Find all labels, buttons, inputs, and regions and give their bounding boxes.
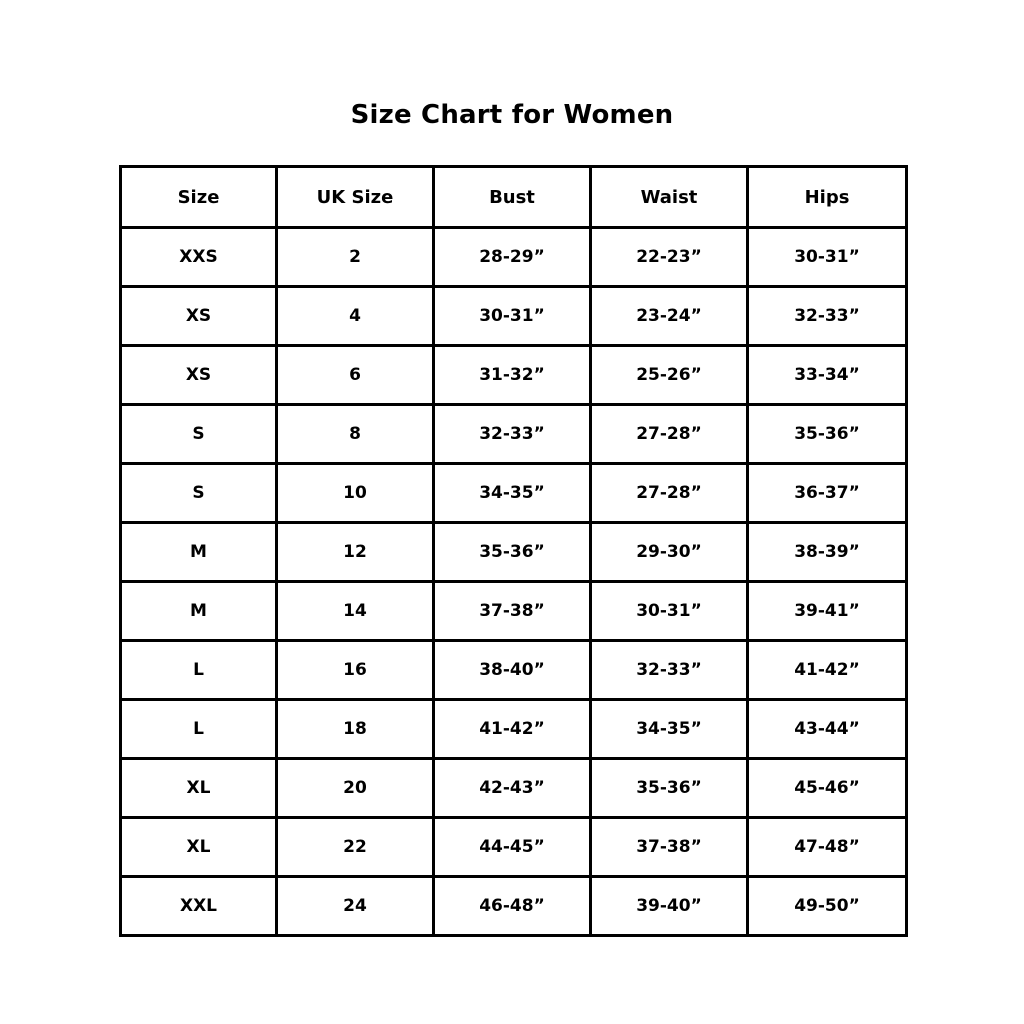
column-header-bust: Bust xyxy=(434,167,591,228)
cell-uk-size: 14 xyxy=(277,582,434,641)
cell-bust: 37-38” xyxy=(434,582,591,641)
cell-waist: 23-24” xyxy=(591,287,748,346)
cell-waist: 27-28” xyxy=(591,464,748,523)
cell-size: XL xyxy=(121,818,277,877)
cell-waist: 37-38” xyxy=(591,818,748,877)
table-row xyxy=(121,287,907,346)
table-row xyxy=(121,228,907,287)
table-row xyxy=(121,877,907,936)
cell-bust: 30-31” xyxy=(434,287,591,346)
cell-waist: 39-40” xyxy=(591,877,748,936)
cell-hips: 35-36” xyxy=(748,405,907,464)
table-row xyxy=(121,346,907,405)
cell-uk-size: 8 xyxy=(277,405,434,464)
cell-size: XS xyxy=(121,287,277,346)
cell-size: L xyxy=(121,700,277,759)
cell-waist: 25-26” xyxy=(591,346,748,405)
table-header-row xyxy=(121,167,907,228)
table-row xyxy=(121,582,907,641)
cell-hips: 39-41” xyxy=(748,582,907,641)
cell-uk-size: 10 xyxy=(277,464,434,523)
cell-uk-size: 24 xyxy=(277,877,434,936)
cell-hips: 41-42” xyxy=(748,641,907,700)
cell-bust: 44-45” xyxy=(434,818,591,877)
table-row xyxy=(121,523,907,582)
table-row xyxy=(121,759,907,818)
cell-hips: 38-39” xyxy=(748,523,907,582)
cell-waist: 35-36” xyxy=(591,759,748,818)
size-chart-table xyxy=(119,165,908,937)
cell-hips: 47-48” xyxy=(748,818,907,877)
cell-bust: 42-43” xyxy=(434,759,591,818)
table-row xyxy=(121,641,907,700)
cell-size: XS xyxy=(121,346,277,405)
cell-hips: 30-31” xyxy=(748,228,907,287)
table-row xyxy=(121,700,907,759)
cell-bust: 34-35” xyxy=(434,464,591,523)
cell-uk-size: 18 xyxy=(277,700,434,759)
cell-hips: 36-37” xyxy=(748,464,907,523)
cell-size: XXL xyxy=(121,877,277,936)
cell-waist: 30-31” xyxy=(591,582,748,641)
table-row xyxy=(121,405,907,464)
cell-uk-size: 22 xyxy=(277,818,434,877)
cell-bust: 46-48” xyxy=(434,877,591,936)
cell-bust: 31-32” xyxy=(434,346,591,405)
cell-size: M xyxy=(121,582,277,641)
cell-size: S xyxy=(121,464,277,523)
cell-hips: 45-46” xyxy=(748,759,907,818)
cell-size: M xyxy=(121,523,277,582)
table-row xyxy=(121,464,907,523)
cell-waist: 34-35” xyxy=(591,700,748,759)
cell-bust: 35-36” xyxy=(434,523,591,582)
cell-uk-size: 12 xyxy=(277,523,434,582)
table-header xyxy=(121,167,907,228)
column-header-uk-size: UK Size xyxy=(277,167,434,228)
page-title: Size Chart for Women xyxy=(350,100,674,130)
cell-waist: 29-30” xyxy=(591,523,748,582)
cell-uk-size: 6 xyxy=(277,346,434,405)
cell-bust: 28-29” xyxy=(434,228,591,287)
column-header-size: Size xyxy=(121,167,277,228)
cell-size: S xyxy=(121,405,277,464)
cell-uk-size: 4 xyxy=(277,287,434,346)
cell-bust: 38-40” xyxy=(434,641,591,700)
cell-hips: 49-50” xyxy=(748,877,907,936)
column-header-waist: Waist xyxy=(591,167,748,228)
cell-uk-size: 16 xyxy=(277,641,434,700)
cell-waist: 32-33” xyxy=(591,641,748,700)
cell-size: XXS xyxy=(121,228,277,287)
table-body xyxy=(121,228,907,936)
cell-bust: 41-42” xyxy=(434,700,591,759)
cell-waist: 22-23” xyxy=(591,228,748,287)
cell-uk-size: 20 xyxy=(277,759,434,818)
table-row xyxy=(121,818,907,877)
cell-waist: 27-28” xyxy=(591,405,748,464)
cell-hips: 43-44” xyxy=(748,700,907,759)
cell-size: XL xyxy=(121,759,277,818)
cell-uk-size: 2 xyxy=(277,228,434,287)
cell-size: L xyxy=(121,641,277,700)
column-header-hips: Hips xyxy=(748,167,907,228)
cell-bust: 32-33” xyxy=(434,405,591,464)
cell-hips: 32-33” xyxy=(748,287,907,346)
cell-hips: 33-34” xyxy=(748,346,907,405)
size-chart-table-wrapper xyxy=(119,165,905,937)
